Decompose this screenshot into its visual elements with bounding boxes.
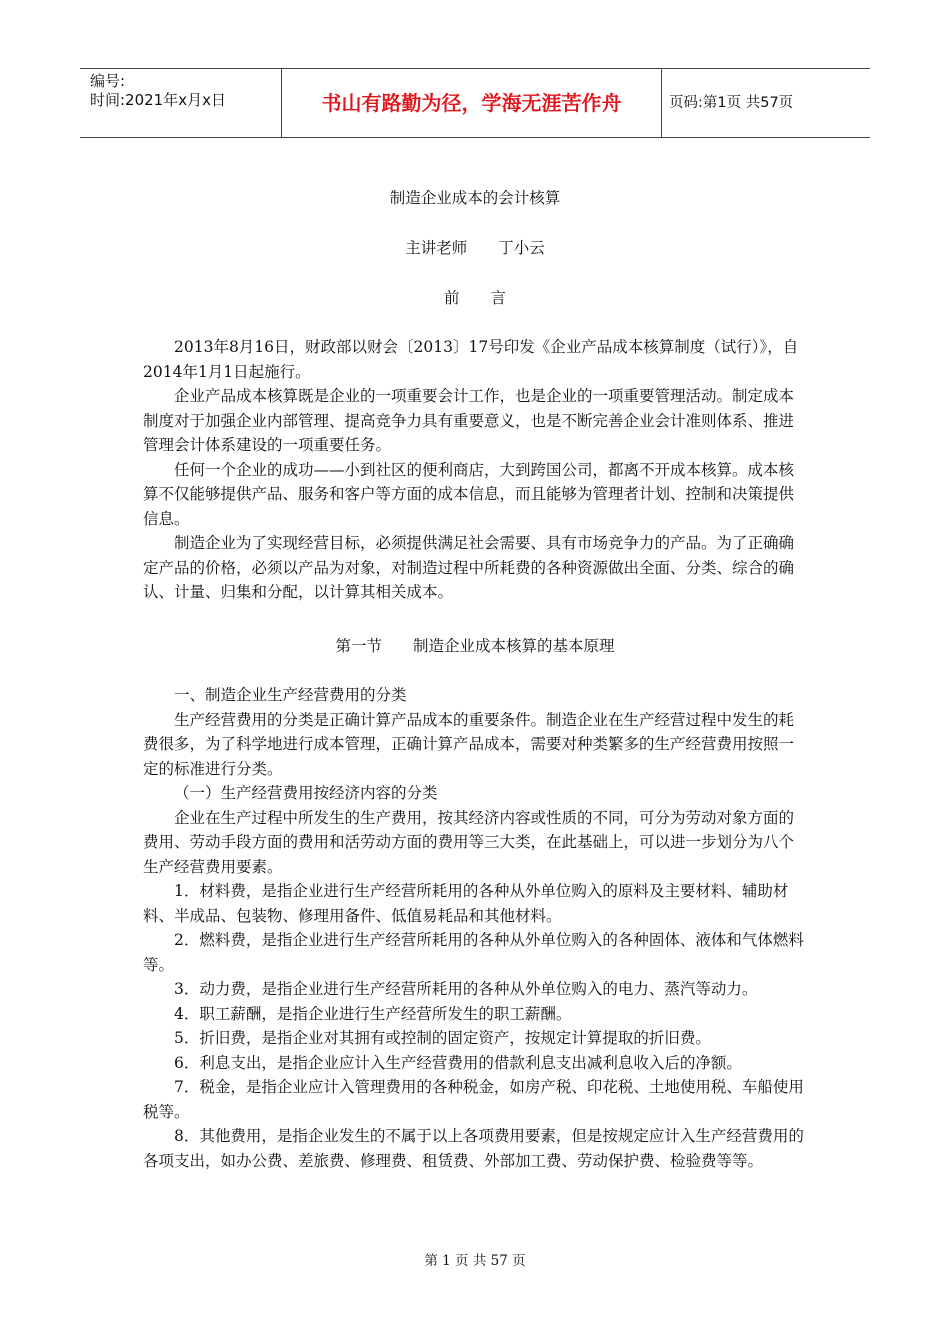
section-heading: 第一节 制造企业成本核算的基本原理 xyxy=(335,637,615,655)
header-motto: 书山有路勤为径，学海无涯苦作舟 xyxy=(281,69,662,137)
subsection-heading: 一、制造企业生产经营费用的分类 xyxy=(174,686,407,704)
doc-time-label: 时间:2021年x月x日 xyxy=(90,91,226,109)
header-page-number: 页码:第1页 共57页 xyxy=(669,95,794,111)
list-item: 1．材料费，是指企业进行生产经营所耗用的各种从外单位购入的原料及主要材料、辅助材料、半成品、包装物、修理用备件、低值易耗品和其他材料。 xyxy=(143,882,789,925)
preface-body xyxy=(143,335,807,605)
lecturer-line: 主讲老师 丁小云 xyxy=(405,239,545,257)
preface-paragraph: 制造企业为了实现经营目标，必须提供满足社会需要、具有市场竞争力的产品。为了正确确定产品的价格，必须以产品为对象，对制造过程中所耗费的各种资源做出全面、分类、综合的确认、计量、归集和分配，以计算其相关成本。 xyxy=(143,534,795,601)
body-paragraph: 企业在生产过程中所发生的生产费用，按其经济内容或性质的不同，可分为劳动对象方面的费用、劳动手段方面的费用和活劳动方面的费用等三大类，在此基础上，可以进一步划分为八个生产经营费用要素。 xyxy=(143,808,795,876)
preface-paragraph: 2013年8月16日，财政部以财会〔2013〕17号印发《企业产品成本核算制度（试行）》，自2014年1月1日起施行。 xyxy=(143,338,799,381)
header-meta-cell xyxy=(80,69,281,137)
document-title: 制造企业成本的会计核算 xyxy=(389,189,561,207)
list-item: 4．职工薪酬，是指企业进行生产经营所发生的职工薪酬。 xyxy=(174,1004,572,1023)
list-item: 7．税金，是指企业应计入管理费用的各种税金，如房产税、印花税、土地使用税、车船使用税等。 xyxy=(143,1078,804,1121)
list-item: 3．动力费，是指企业进行生产经营所耗用的各种从外单位购入的电力、蒸汽等动力。 xyxy=(174,980,758,998)
list-item: 2．燃料费，是指企业进行生产经营所耗用的各种从外单位购入的各种固体、液体和气体燃料等。 xyxy=(143,931,804,974)
doc-number-label: 编号: xyxy=(90,72,126,90)
preface-heading: 前 言 xyxy=(443,289,506,307)
section-body xyxy=(143,683,807,1173)
header-table xyxy=(80,68,870,138)
item-heading: （一）生产经营费用按经济内容的分类 xyxy=(174,784,438,802)
preface-paragraph: 任何一个企业的成功——小到社区的便利商店，大到跨国公司，都离不开成本核算。成本核算不仅能够提供产品、服务和客户等方面的成本信息，而且能够为管理者计划、控制和决策提供信息。 xyxy=(143,460,795,528)
page-footer: 第 1 页 共 57 页 xyxy=(424,1253,526,1269)
preface-paragraph: 企业产品成本核算既是企业的一项重要会计工作，也是企业的一项重要管理活动。制定成本制度对于加强企业内部管理、提高竞争力具有重要意义，也是不断完善企业会计准则体系、推进管理会计体系建设的一项重要任务。 xyxy=(143,387,795,454)
list-item: 6．利息支出，是指企业应计入生产经营费用的借款利息支出减利息收入后的净额。 xyxy=(174,1053,742,1072)
body-paragraph: 生产经营费用的分类是正确计算产品成本的重要条件。制造企业在生产经营过程中发生的耗费很多，为了科学地进行成本管理，正确计算产品成本，需要对种类繁多的生产经营费用按照一定的标准进行分类。 xyxy=(143,710,795,778)
list-item: 8．其他费用，是指企业发生的不属于以上各项费用要素，但是按规定应计入生产经营费用的各项支出，如办公费、差旅费、修理费、租赁费、外部加工费、劳动保护费、检验费等等。 xyxy=(143,1127,804,1170)
list-item: 5．折旧费，是指企业对其拥有或控制的固定资产，按规定计算提取的折旧费。 xyxy=(174,1029,711,1047)
